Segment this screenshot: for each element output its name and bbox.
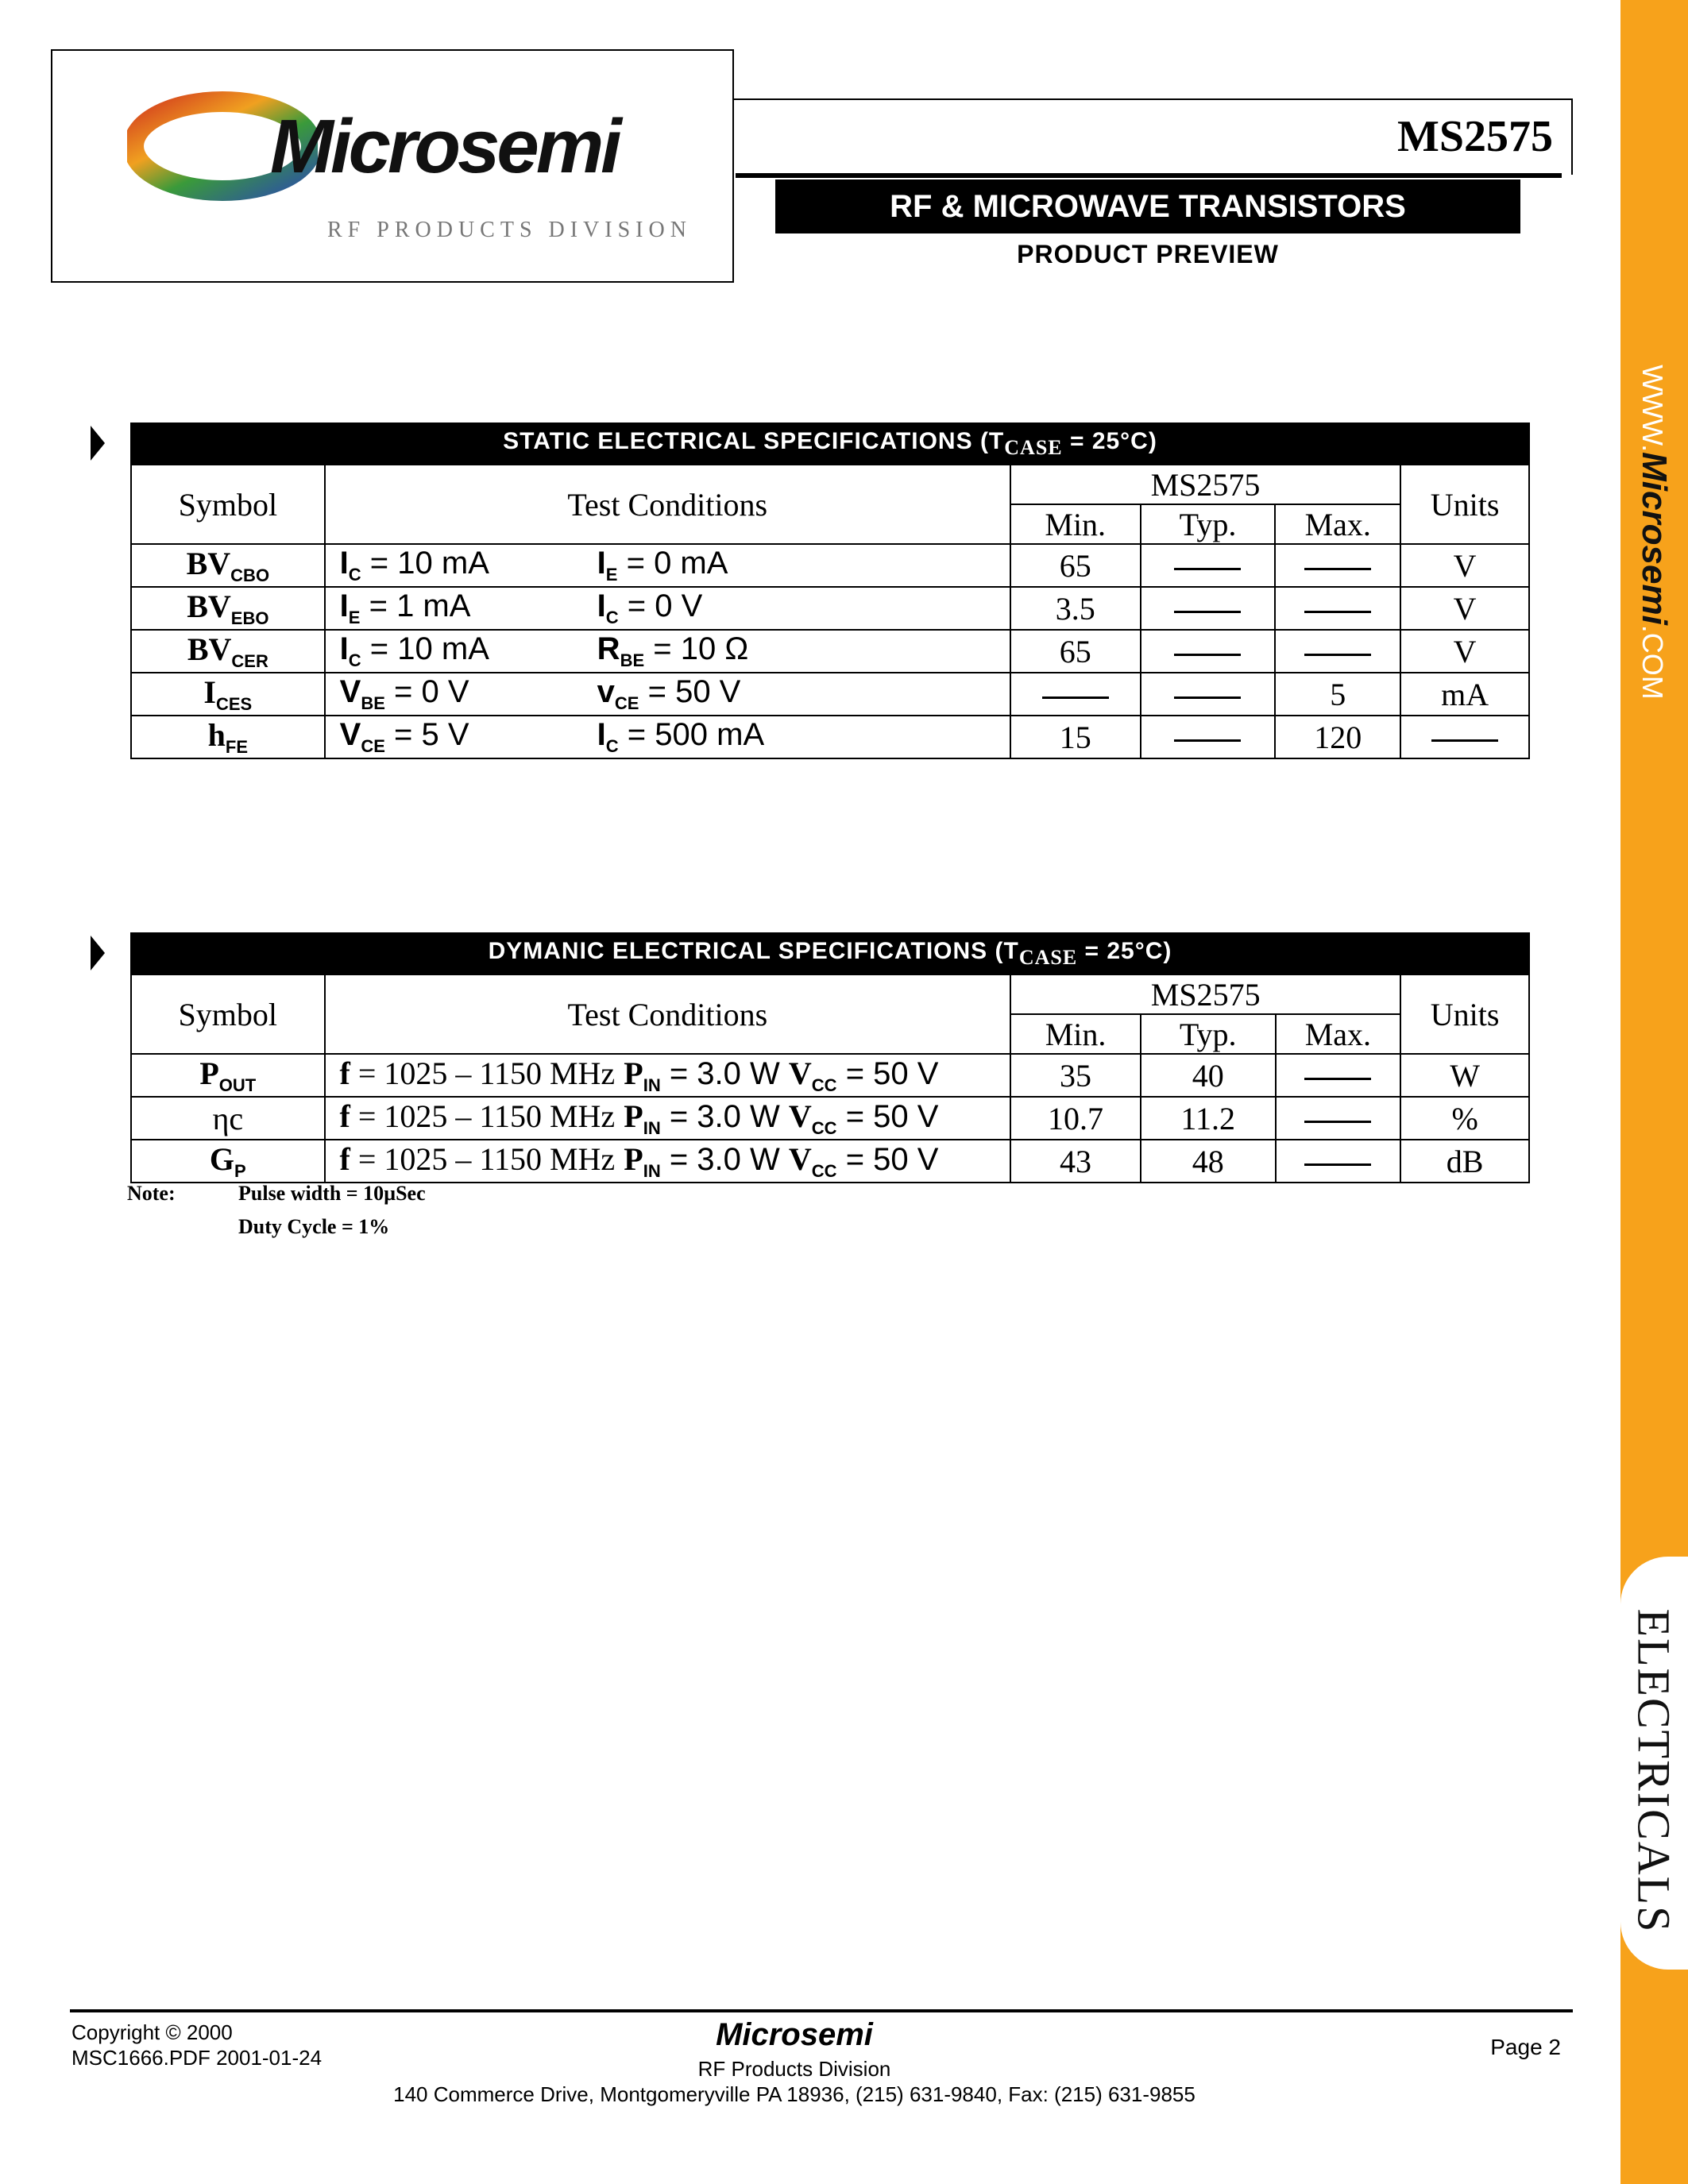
- side-url-prefix: WWW.: [1636, 365, 1669, 453]
- dash-mark: [1174, 696, 1241, 699]
- col-symbol: Symbol: [131, 974, 325, 1054]
- col-part: MS2575: [1010, 465, 1400, 504]
- table-row: [131, 716, 1529, 758]
- value-cell: 3.5: [1010, 587, 1141, 630]
- col-typ: Typ.: [1141, 1014, 1276, 1054]
- side-url-suffix: .COM: [1636, 624, 1669, 700]
- value-cell: V: [1400, 544, 1529, 587]
- dash-mark: [1304, 654, 1371, 656]
- footer-copyright: Copyright © 2000: [71, 2020, 233, 2044]
- static-spec-table: [130, 423, 1530, 759]
- col-part: MS2575: [1010, 974, 1400, 1014]
- part-number-underline: [736, 173, 1562, 178]
- dash-mark: [1174, 568, 1241, 570]
- value-cell: 65: [1010, 630, 1141, 673]
- note-line: Pulse width = 10µSec: [238, 1182, 426, 1205]
- col-symbol: Symbol: [131, 465, 325, 544]
- conditions-cell: $V_{BE} = 0$ V $v_{CE} = 50$ V: [325, 673, 1010, 716]
- footer-rule: [70, 2009, 1573, 2012]
- value-cell: [1141, 544, 1276, 587]
- symbol-cell: ηc: [131, 1097, 325, 1140]
- conditions-cell: f = 1025 – 1150 MHz $P_{IN} = 3.0$ W $V_{CC} = 50$ V: [325, 1097, 1011, 1140]
- value-cell: 120: [1275, 716, 1400, 758]
- col-max: Max.: [1276, 1014, 1401, 1054]
- value-cell: 35: [1010, 1054, 1141, 1097]
- symbol-cell: $I_{CES}$: [131, 673, 325, 716]
- col-min: Min.: [1010, 504, 1141, 544]
- value-cell: 65: [1010, 544, 1141, 587]
- value-cell: [1275, 630, 1400, 673]
- value-cell: [1400, 716, 1529, 758]
- dash-mark: [1174, 739, 1241, 742]
- dash-mark: [1174, 654, 1241, 656]
- col-typ: Typ.: [1141, 504, 1276, 544]
- value-cell: mA: [1400, 673, 1529, 716]
- table-title: STATIC ELECTRICAL SPECIFICATIONS $(T_{CASE} = 25^\circ C)$: [131, 423, 1529, 465]
- status-label: PRODUCT PREVIEW: [1017, 240, 1279, 268]
- value-cell: [1275, 544, 1400, 587]
- bullet-arrow-icon: [91, 426, 105, 461]
- note-line: Duty Cycle = 1%: [238, 1215, 390, 1238]
- side-section-label: ELECTRICALS: [1628, 1608, 1680, 1934]
- table-row: [131, 1140, 1529, 1183]
- table-row: [131, 1054, 1529, 1097]
- value-cell: 15: [1010, 716, 1141, 758]
- footer-division: RF Products Division: [697, 2057, 891, 2081]
- col-min: Min.: [1010, 1014, 1141, 1054]
- dash-mark: [1174, 611, 1241, 613]
- symbol-cell: $h_{FE}$: [131, 716, 325, 758]
- col-max: Max.: [1275, 504, 1400, 544]
- value-cell: [1010, 673, 1141, 716]
- category-banner: RF & MICROWAVE TRANSISTORS: [775, 179, 1520, 233]
- symbol-cell: $BV_{CER}$: [131, 630, 325, 673]
- side-url: [1634, 365, 1674, 700]
- value-cell: 43: [1010, 1140, 1141, 1183]
- col-conditions: Test Conditions: [325, 465, 1010, 544]
- value-cell: [1141, 630, 1276, 673]
- col-units: Units: [1400, 465, 1529, 544]
- value-cell: 48: [1141, 1140, 1276, 1183]
- dash-mark: [1304, 611, 1371, 613]
- value-cell: 5: [1275, 673, 1400, 716]
- value-cell: W: [1400, 1054, 1529, 1097]
- value-cell: %: [1400, 1097, 1529, 1140]
- dash-mark: [1431, 739, 1498, 742]
- symbol-cell: $BV_{EBO}$: [131, 587, 325, 630]
- value-cell: 40: [1141, 1054, 1276, 1097]
- dynamic-spec-table: [130, 932, 1530, 1183]
- value-cell: 10.7: [1010, 1097, 1141, 1140]
- conditions-cell: f = 1025 – 1150 MHz $P_{IN} = 3.0$ W $V_{CC} = 50$ V: [325, 1054, 1011, 1097]
- footer-address: 140 Commerce Drive, Montgomeryville PA 18936, (215) 631-9840, Fax: (215) 631-9855: [393, 2082, 1196, 2106]
- dash-mark: [1304, 568, 1371, 570]
- value-cell: [1276, 1054, 1401, 1097]
- value-cell: dB: [1400, 1140, 1529, 1183]
- col-conditions: Test Conditions: [325, 974, 1011, 1054]
- table-row: [131, 587, 1529, 630]
- symbol-cell: $P_{OUT}$: [131, 1054, 325, 1097]
- table-row: [131, 544, 1529, 587]
- footer-brand: Microsemi: [716, 2017, 873, 2052]
- table-title: DYMANIC ELECTRICAL SPECIFICATIONS $(T_{CASE} = 25^\circ C)$: [131, 933, 1529, 974]
- conditions-cell: $I_C = 10$ mA $I_E = 0$ mA: [325, 544, 1010, 587]
- value-cell: [1276, 1140, 1401, 1183]
- value-cell: V: [1400, 630, 1529, 673]
- value-cell: [1141, 673, 1276, 716]
- value-cell: V: [1400, 587, 1529, 630]
- value-cell: 11.2: [1141, 1097, 1276, 1140]
- bullet-arrow-icon: [91, 936, 105, 970]
- value-cell: [1275, 587, 1400, 630]
- value-cell: [1141, 716, 1276, 758]
- page-number: Page 2: [1490, 2035, 1561, 2059]
- conditions-cell: $I_C = 10$ mA $R_{BE} = 10$ Ω: [325, 630, 1010, 673]
- dash-mark: [1304, 1078, 1371, 1080]
- symbol-cell: $G_P$: [131, 1140, 325, 1183]
- value-cell: [1276, 1097, 1401, 1140]
- table-row: [131, 1097, 1529, 1140]
- dash-mark: [1042, 696, 1109, 699]
- symbol-cell: $BV_{CBO}$: [131, 544, 325, 587]
- division-label: RF PRODUCTS DIVISION: [327, 218, 692, 242]
- value-cell: [1141, 587, 1276, 630]
- conditions-cell: f = 1025 – 1150 MHz $P_{IN} = 3.0$ W $V_{CC} = 50$ V: [325, 1140, 1011, 1183]
- logo-wordmark: Microsemi: [270, 104, 619, 189]
- dash-mark: [1304, 1121, 1371, 1123]
- note-label: Note:: [127, 1182, 176, 1205]
- footer-doc-id: MSC1666.PDF 2001-01-24: [71, 2046, 323, 2070]
- conditions-cell: $I_E = 1$ mA $I_C = 0$ V: [325, 587, 1010, 630]
- table-row: [131, 630, 1529, 673]
- col-units: Units: [1400, 974, 1529, 1054]
- table-row: [131, 673, 1529, 716]
- side-url-brand: Microsemi: [1635, 452, 1674, 625]
- dash-mark: [1304, 1163, 1371, 1166]
- part-number: MS2575: [1397, 112, 1553, 161]
- conditions-cell: $V_{CE} = 5$ V $I_C = 500$ mA: [325, 716, 1010, 758]
